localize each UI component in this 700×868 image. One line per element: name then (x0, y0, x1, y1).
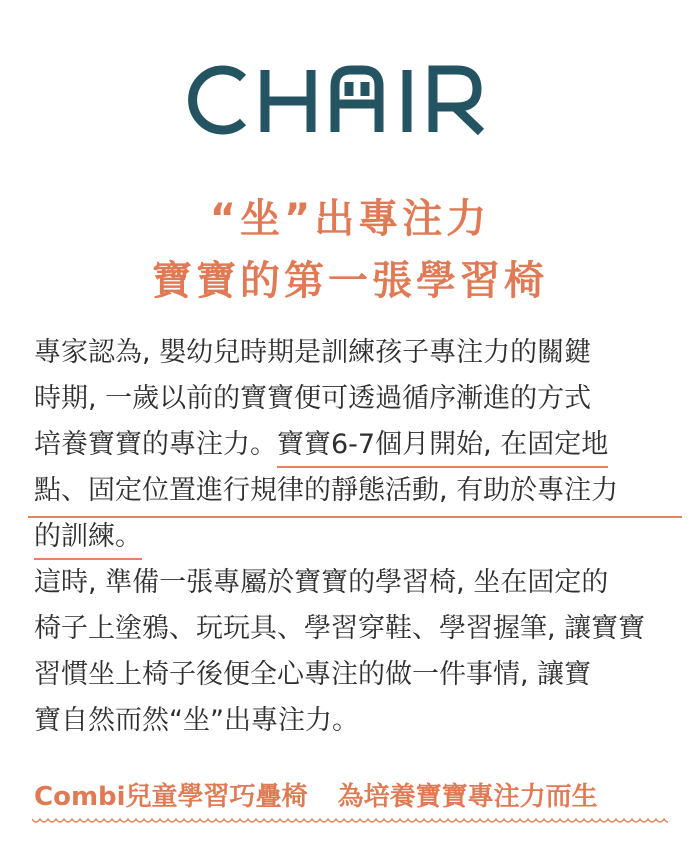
chair-logo (0, 50, 700, 150)
headline-line-1: “坐”出專注力 (209, 196, 491, 242)
body-line: 這時, 準備一張專屬於寶寶的學習椅, 坐在固定的 (34, 567, 609, 598)
headline (0, 188, 700, 312)
highlighted-text: 的訓練。 (34, 521, 142, 560)
body-line: 寶自然而然“坐”出專注力。 (34, 705, 359, 736)
body-line (34, 514, 674, 560)
headline-line-2: 寶寶的第一張學習椅 (152, 258, 548, 304)
body-line (34, 422, 674, 468)
body-line: 椅子上塗鴉、玩玩具、學習穿鞋、學習握筆, 讓寶寶 (34, 613, 646, 644)
tagline-product: Combi兒童學習巧疊椅 (34, 782, 308, 812)
body-line: 習慣坐上椅子後便全心專注的做一件事情, 讓寶 (34, 659, 592, 690)
body-line: 時期, 一歲以前的寶寶便可透過循序漸進的方式 (34, 383, 592, 414)
highlighted-text: 寶寶6-7個月開始, 在固定地 (277, 429, 608, 468)
body-text (34, 330, 674, 744)
chair-logo-icon (185, 60, 515, 140)
wavy-underline (32, 816, 668, 826)
body-line-plain: 培養寶寶的專注力。 (34, 429, 277, 460)
tagline-slogan: 為培養寶寶專注力而生 (337, 782, 598, 812)
body-line (34, 468, 674, 514)
body-line: 專家認為, 嬰幼兒時期是訓練孩子專注力的關鍵 (34, 337, 592, 368)
highlighted-text: 點、固定位置進行規律的靜態活動, 有助於專注力 (34, 475, 619, 506)
tagline (34, 776, 674, 813)
